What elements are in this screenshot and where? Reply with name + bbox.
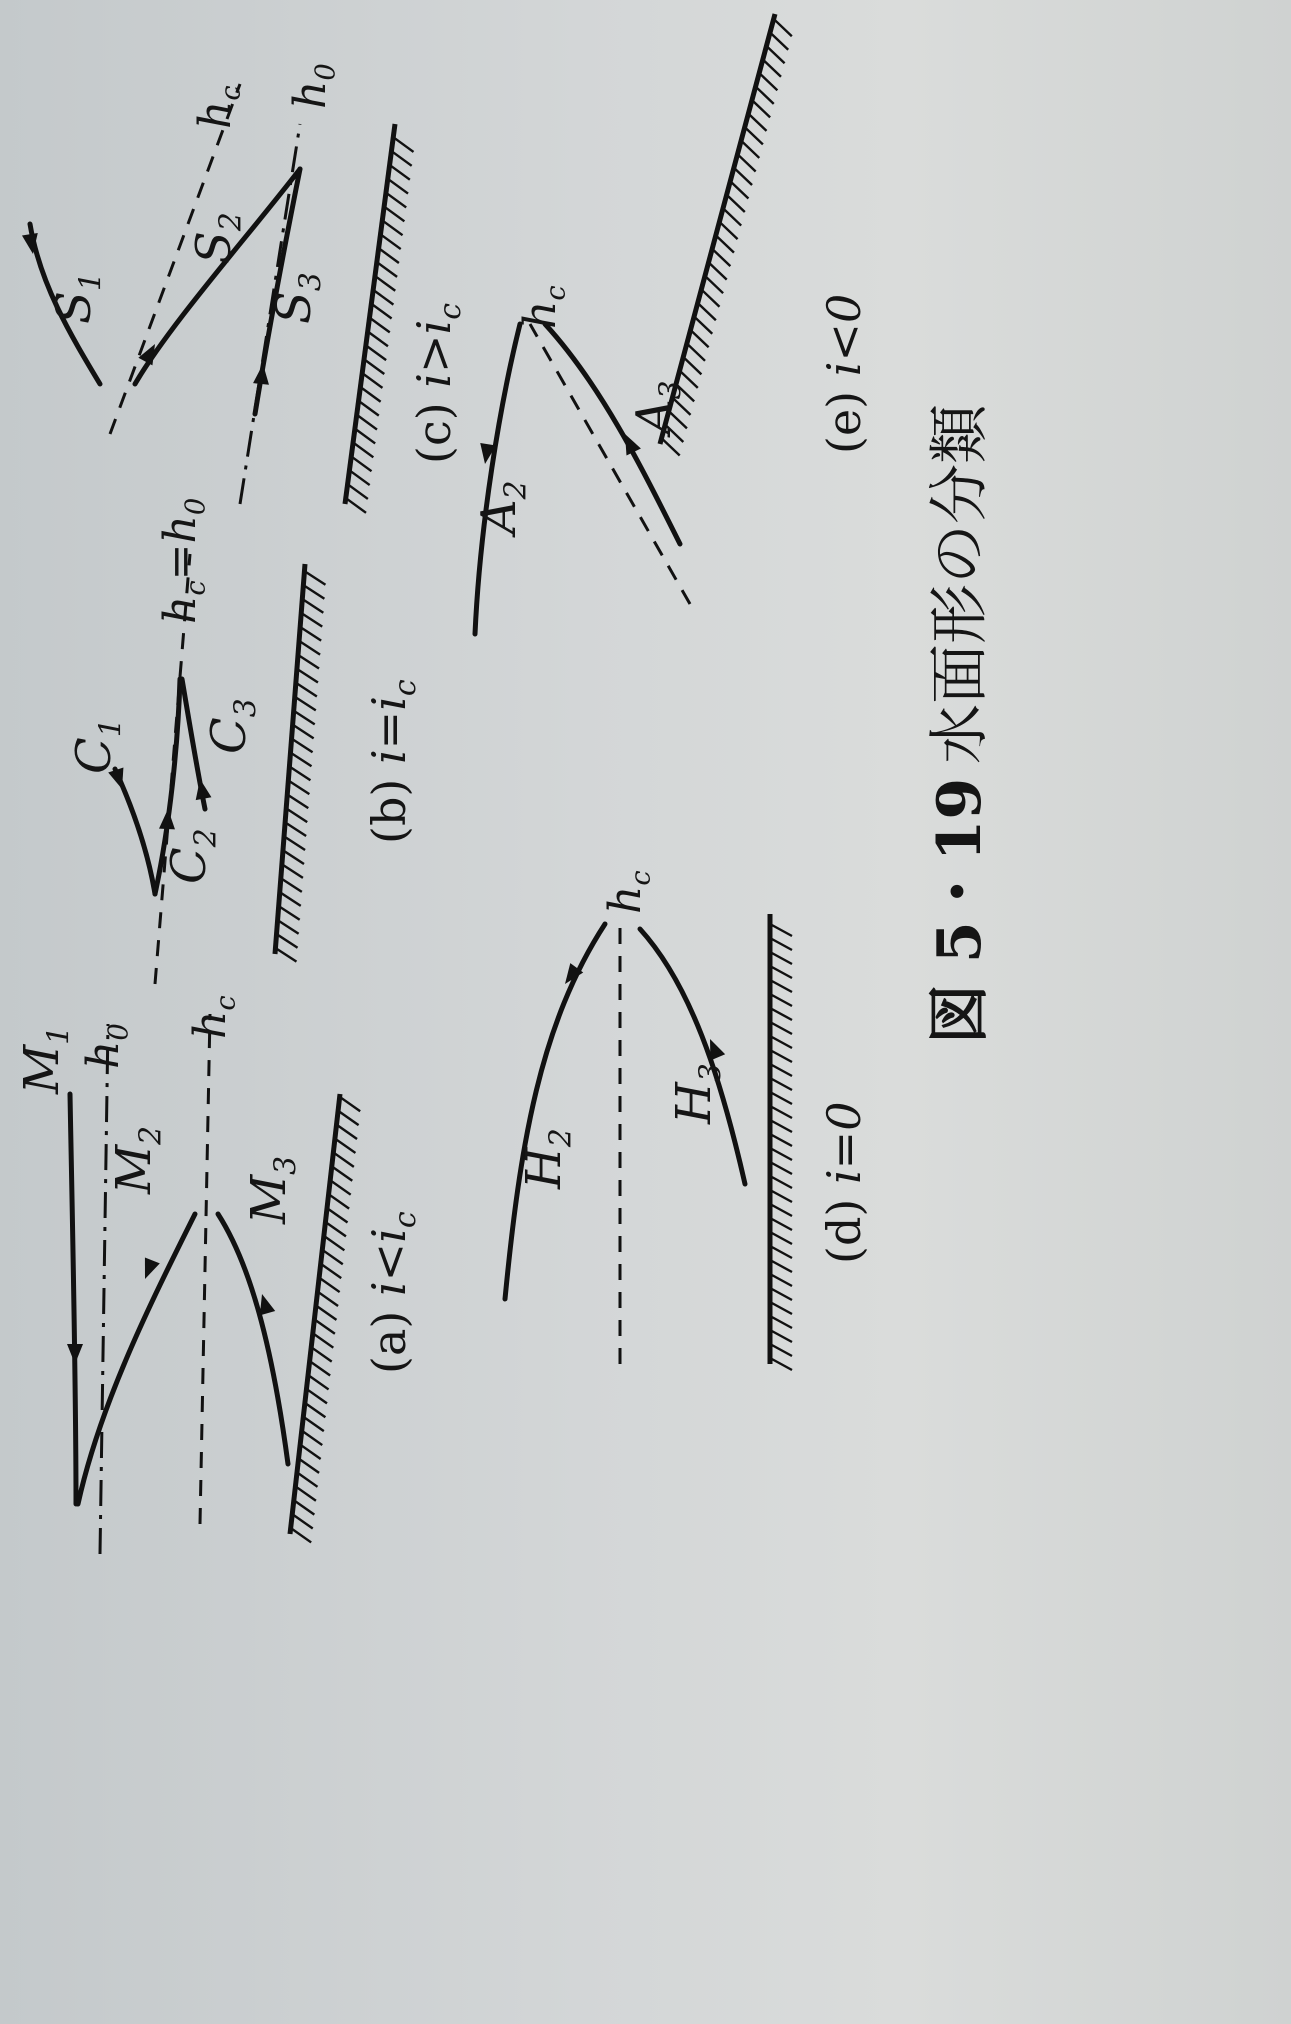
bed-c-hatch-mark bbox=[346, 498, 366, 513]
bed-e-hatch-mark bbox=[752, 100, 770, 117]
bed-b-hatch-mark bbox=[290, 753, 311, 767]
bed-b-hatch-mark bbox=[288, 781, 309, 795]
label-hc-e: $h_c$ bbox=[515, 285, 572, 329]
bed-d-hatch-mark bbox=[770, 1162, 792, 1174]
bed-b-hatch-mark bbox=[275, 948, 296, 962]
bed-c-hatch-mark bbox=[355, 429, 375, 444]
bed-d-hatch-mark bbox=[770, 1344, 792, 1356]
arrow-M2 bbox=[145, 1257, 160, 1279]
bed-b-hatch-mark bbox=[293, 725, 314, 739]
bed-c-hatch-mark bbox=[390, 165, 410, 180]
bed-b-hatch-mark bbox=[283, 850, 304, 864]
figure-caption bbox=[925, 404, 995, 1044]
bed-d-hatch-mark bbox=[770, 1288, 792, 1300]
bed-b-hatch-mark bbox=[300, 627, 321, 641]
caption-e: (e) i<0 bbox=[817, 293, 871, 454]
label-hc-c: $h_c$ bbox=[190, 85, 247, 129]
bed-d-hatch-mark bbox=[770, 1050, 792, 1062]
bed-e-hatch-mark bbox=[687, 344, 705, 361]
label-C2: $C_2$ bbox=[161, 828, 224, 884]
profile-A2 bbox=[475, 324, 520, 634]
bed-d-hatch-mark bbox=[770, 1176, 792, 1188]
label-M1: $M_1$ bbox=[14, 1025, 77, 1094]
bed-e-hatch-mark bbox=[727, 195, 745, 212]
bed-c-line bbox=[345, 124, 395, 504]
critical-depth-line-e bbox=[530, 324, 690, 604]
bed-a-hatch-mark bbox=[294, 1500, 315, 1514]
bed-b-hatch-mark bbox=[278, 920, 299, 934]
label-H3: $H_3$ bbox=[666, 1063, 729, 1124]
bed-e-hatch-mark bbox=[723, 208, 741, 225]
bed-a-hatch-mark bbox=[325, 1222, 346, 1236]
arrow-M3 bbox=[260, 1294, 275, 1315]
bed-a-hatch-mark bbox=[337, 1125, 358, 1139]
bed-d-hatch-mark bbox=[770, 1330, 792, 1342]
bed-b-hatch-mark bbox=[287, 794, 308, 808]
bed-e-hatch-mark bbox=[730, 181, 748, 198]
bed-a-hatch-mark bbox=[327, 1208, 348, 1222]
bed-e-hatch-mark bbox=[698, 303, 716, 320]
bed-b-hatch-mark bbox=[301, 613, 322, 627]
label-h0-a: $h_0$ bbox=[78, 1023, 135, 1069]
bed-b-hatch-mark bbox=[292, 739, 313, 753]
bed-a-hatch-mark bbox=[310, 1361, 331, 1375]
bed-a-hatch-mark bbox=[299, 1458, 320, 1472]
normal-depth-line-a bbox=[100, 1024, 108, 1554]
bed-a-hatch-mark bbox=[332, 1166, 353, 1180]
arrow-H3 bbox=[710, 1039, 725, 1061]
bed-b-hatch-mark bbox=[277, 934, 298, 948]
panel-c bbox=[22, 63, 468, 513]
bed-c-hatch-mark bbox=[373, 290, 393, 305]
bed-e-hatch-mark bbox=[774, 19, 792, 36]
arrow-A3 bbox=[625, 434, 641, 455]
bed-b-hatch-mark bbox=[282, 864, 303, 878]
label-hc-eq-h0: $h_c=h_0$ bbox=[155, 497, 212, 624]
panel-d bbox=[505, 870, 871, 1370]
bed-b-hatch-mark bbox=[289, 767, 310, 781]
bed-a-hatch-mark bbox=[319, 1278, 340, 1292]
bed-a-hatch-mark bbox=[300, 1445, 321, 1459]
profile-H2 bbox=[505, 924, 605, 1299]
bed-a-hatch-mark bbox=[295, 1486, 316, 1500]
bed-c-hatch-mark bbox=[362, 373, 382, 388]
bed-d-hatch-mark bbox=[770, 1316, 792, 1328]
label-hc-a: $h_c$ bbox=[185, 995, 242, 1039]
bed-c-hatch-mark bbox=[357, 415, 377, 430]
bed-a-hatch-mark bbox=[305, 1403, 326, 1417]
bed-c-hatch-mark bbox=[388, 179, 408, 194]
bed-a-hatch-mark bbox=[338, 1111, 359, 1125]
label-S2: $S_2$ bbox=[186, 212, 249, 264]
bed-d-hatch-mark bbox=[770, 1036, 792, 1048]
bed-a-hatch-mark bbox=[313, 1333, 334, 1347]
bed-b bbox=[275, 564, 325, 962]
bed-a-hatch-mark bbox=[302, 1431, 323, 1445]
bed-d-hatch-mark bbox=[770, 1260, 792, 1272]
bed-d-hatch-mark bbox=[770, 994, 792, 1006]
bed-e-hatch-mark bbox=[763, 60, 781, 77]
bed-a-hatch-mark bbox=[333, 1152, 354, 1166]
bed-a-hatch-mark bbox=[321, 1264, 342, 1278]
bed-b-hatch-mark bbox=[285, 822, 306, 836]
bed-c-hatch-mark bbox=[393, 137, 413, 152]
bed-b-hatch-mark bbox=[304, 571, 325, 585]
bed-e-hatch-mark bbox=[662, 438, 680, 455]
bed-e-hatch-mark bbox=[719, 222, 737, 239]
bed-d-hatch-mark bbox=[770, 1134, 792, 1146]
bed-a-hatch-mark bbox=[292, 1514, 313, 1528]
bed-a-hatch-mark bbox=[329, 1194, 350, 1208]
panel-a bbox=[14, 995, 423, 1554]
figure-number: 図 5・19 bbox=[925, 777, 995, 1044]
bed-e-hatch-mark bbox=[766, 46, 784, 63]
bed-c-hatch-mark bbox=[368, 331, 388, 346]
bed-c-hatching bbox=[346, 137, 414, 513]
caption-c: (c) $i>i_c$ bbox=[407, 302, 468, 464]
bed-a-hatch-mark bbox=[318, 1292, 339, 1306]
arrow-M1 bbox=[67, 1344, 83, 1364]
bed-c-hatch-mark bbox=[384, 207, 404, 222]
bed-c-hatch-mark bbox=[371, 304, 391, 319]
bed-d-hatch-mark bbox=[770, 1190, 792, 1202]
label-C3: $C_3$ bbox=[201, 698, 264, 754]
profile-M3 bbox=[218, 1214, 288, 1464]
bed-e-hatch-mark bbox=[705, 276, 723, 293]
bed-d-hatch-mark bbox=[770, 1204, 792, 1216]
bed-a-hatch-mark bbox=[308, 1375, 329, 1389]
arrow-C2 bbox=[159, 809, 175, 829]
panel-b bbox=[66, 498, 423, 984]
profile-A3 bbox=[545, 324, 680, 544]
bed-e-hatch-mark bbox=[770, 32, 788, 49]
bed-a-hatch-mark bbox=[324, 1236, 345, 1250]
bed-b-hatch-mark bbox=[284, 836, 305, 850]
bed-b-hatch-mark bbox=[294, 711, 315, 725]
bed-b-hatch-mark bbox=[279, 906, 300, 920]
bed-a-hatch-mark bbox=[330, 1180, 351, 1194]
bed-c-hatch-mark bbox=[391, 151, 411, 166]
bed-c-hatch-mark bbox=[353, 443, 373, 458]
bed-c-hatch-mark bbox=[349, 470, 369, 485]
bed-d-hatch-mark bbox=[770, 1274, 792, 1286]
bed-c-hatch-mark bbox=[360, 387, 380, 402]
bed-e-hatch-mark bbox=[759, 73, 777, 90]
bed-d-hatch-mark bbox=[770, 938, 792, 950]
label-H2: $H_2$ bbox=[516, 1128, 579, 1189]
bed-b-hatch-mark bbox=[296, 683, 317, 697]
bed-e-hatch-mark bbox=[709, 262, 727, 279]
bed-d-hatch-mark bbox=[770, 1358, 792, 1370]
label-C1: $C_1$ bbox=[66, 718, 129, 774]
bed-e-hatch-mark bbox=[694, 316, 712, 333]
bed-b-hatch-mark bbox=[302, 599, 323, 613]
bed-a-hatch-mark bbox=[316, 1305, 337, 1319]
bed-d-hatch-mark bbox=[770, 1092, 792, 1104]
bed-a-hatch-mark bbox=[303, 1417, 324, 1431]
caption-b: (b) $i=i_c$ bbox=[362, 679, 423, 844]
bed-d-hatch-mark bbox=[770, 980, 792, 992]
bed-d bbox=[770, 914, 792, 1370]
bed-e-hatch-mark bbox=[756, 87, 774, 104]
caption-a: (a) $i<i_c$ bbox=[362, 1211, 423, 1374]
label-S1: $S_1$ bbox=[46, 272, 109, 324]
bed-e-hatch-mark bbox=[683, 357, 701, 374]
label-S3: $S_3$ bbox=[266, 272, 329, 324]
bed-c-hatch-mark bbox=[370, 318, 390, 333]
bed-d-hatch-mark bbox=[770, 1078, 792, 1090]
label-M3: $M_3$ bbox=[241, 1155, 304, 1224]
bed-d-hatch-mark bbox=[770, 1008, 792, 1020]
bed-d-hatch-mark bbox=[770, 1246, 792, 1258]
bed-e-hatch-mark bbox=[745, 127, 763, 144]
bed-c-hatch-mark bbox=[359, 401, 379, 416]
bed-c-hatch-mark bbox=[377, 262, 397, 277]
label-h0-c: $h_0$ bbox=[285, 63, 342, 109]
figure-title: 水面形の分類 bbox=[925, 404, 995, 764]
label-M2: $M_2$ bbox=[106, 1125, 169, 1194]
bed-d-hatch-mark bbox=[770, 1022, 792, 1034]
bed-d-hatch-mark bbox=[770, 1064, 792, 1076]
bed-a-hatch-mark bbox=[311, 1347, 332, 1361]
bed-a-hatch-mark bbox=[291, 1528, 312, 1542]
bed-c bbox=[345, 124, 414, 513]
bed-e-hatch-mark bbox=[690, 330, 708, 347]
bed-e-hatch-mark bbox=[748, 114, 766, 131]
bed-c-hatch-mark bbox=[380, 234, 400, 249]
label-A3: $A_3$ bbox=[626, 380, 689, 434]
bed-e-hatch-mark bbox=[716, 235, 734, 252]
bed-d-hatch-mark bbox=[770, 1120, 792, 1132]
bed-a-hatch-mark bbox=[322, 1250, 343, 1264]
bed-d-hatch-mark bbox=[770, 1232, 792, 1244]
bed-a-hatch-mark bbox=[314, 1319, 335, 1333]
bed-b-hatch-mark bbox=[303, 585, 324, 599]
bed-e-hatch-mark bbox=[734, 168, 752, 185]
bed-d-hatching bbox=[770, 924, 792, 1370]
bed-a-hatch-mark bbox=[340, 1097, 361, 1111]
bed-c-hatch-mark bbox=[379, 248, 399, 263]
bed-e-hatch-mark bbox=[701, 289, 719, 306]
bed-c-hatch-mark bbox=[386, 193, 406, 208]
caption-d: (d) i=0 bbox=[817, 1101, 871, 1264]
profile-M1 bbox=[70, 1094, 76, 1504]
bed-d-hatch-mark bbox=[770, 966, 792, 978]
bed-d-hatch-mark bbox=[770, 1148, 792, 1160]
label-hc-d: $h_c$ bbox=[600, 870, 657, 914]
profile-M2 bbox=[78, 1214, 195, 1504]
bed-e-hatch-mark bbox=[738, 154, 756, 171]
bed-c-hatch-mark bbox=[382, 220, 402, 235]
bed-b-hatch-mark bbox=[280, 892, 301, 906]
bed-b-hatch-mark bbox=[281, 878, 302, 892]
bed-b-hatch-mark bbox=[295, 697, 316, 711]
bed-e-hatch-mark bbox=[712, 249, 730, 266]
bed-c-hatch-mark bbox=[375, 276, 395, 291]
bed-b-hatch-mark bbox=[297, 669, 318, 683]
bed-d-hatch-mark bbox=[770, 1218, 792, 1230]
bed-c-hatch-mark bbox=[366, 345, 386, 360]
bed-d-hatch-mark bbox=[770, 1106, 792, 1118]
bed-d-hatch-mark bbox=[770, 924, 792, 936]
bed-a-hatch-mark bbox=[297, 1472, 318, 1486]
bed-b-hatch-mark bbox=[298, 655, 319, 669]
bed-d-hatch-mark bbox=[770, 1302, 792, 1314]
bed-b-hatch-mark bbox=[286, 808, 307, 822]
critical-depth-line-a bbox=[200, 1014, 210, 1524]
bed-e-hatch-mark bbox=[741, 141, 759, 158]
profile-H3 bbox=[640, 929, 745, 1184]
bed-c-hatch-mark bbox=[348, 484, 368, 499]
bed-d-hatch-mark bbox=[770, 952, 792, 964]
panel-e bbox=[471, 14, 871, 634]
bed-c-hatch-mark bbox=[351, 456, 371, 471]
bed-b-hatch-mark bbox=[299, 641, 320, 655]
bed-a-hatch-mark bbox=[306, 1389, 327, 1403]
bed-c-hatch-mark bbox=[364, 359, 384, 374]
bed-a-hatch-mark bbox=[335, 1139, 356, 1153]
label-A2: $A_2$ bbox=[471, 480, 534, 534]
